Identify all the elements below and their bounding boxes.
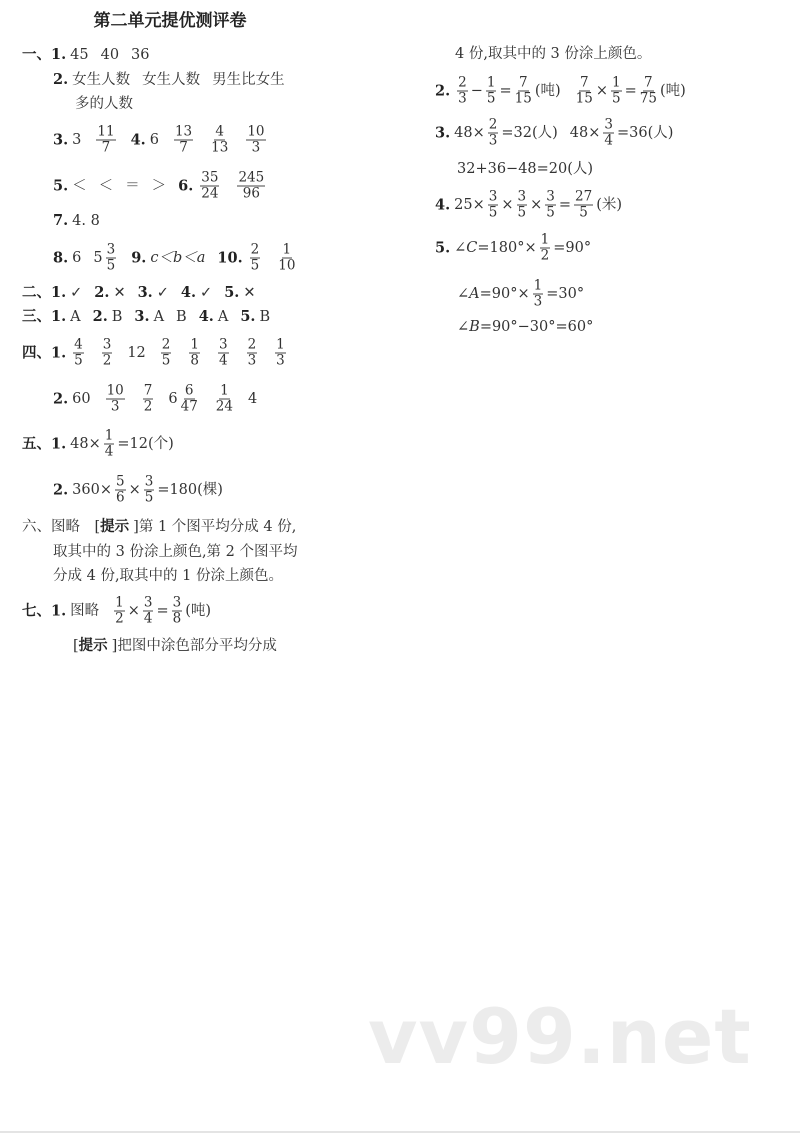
denominator: 10 <box>278 257 296 274</box>
answer-text: 女生人数 <box>142 72 201 88</box>
denominator: 8 <box>190 352 199 369</box>
answer-text: 男生比女生 <box>212 72 285 88</box>
numerator: 1 <box>533 277 543 294</box>
answer-label: 2. <box>94 284 110 301</box>
denominator: 5 <box>488 204 498 221</box>
answer-text: =32(人) <box>501 125 558 141</box>
fraction <box>540 233 551 264</box>
answer-line <box>22 307 270 327</box>
answer-text: (吨) <box>659 83 686 99</box>
denominator: 2 <box>115 610 124 627</box>
answer-line <box>435 190 622 221</box>
answer-label: 2. <box>92 308 108 325</box>
denominator: 7 <box>179 139 188 156</box>
fraction <box>246 125 265 156</box>
denominator: 3 <box>110 398 120 415</box>
answer-text: = <box>624 83 637 99</box>
denominator: 15 <box>575 90 593 107</box>
answer-text: =90°−30°=60° <box>479 319 594 335</box>
numerator: 2 <box>488 116 498 133</box>
answer-text: (吨) <box>534 83 561 99</box>
fraction <box>144 475 155 506</box>
answer-text: 多的人数 <box>75 96 133 112</box>
fraction <box>102 338 113 369</box>
numerator: 7 <box>143 382 153 399</box>
answer-text: [ <box>73 638 79 654</box>
fraction <box>488 190 499 221</box>
answer-text: A <box>153 309 165 325</box>
answer-text: 25× <box>454 197 485 213</box>
numerator: 1 <box>190 336 199 353</box>
answer-line <box>53 125 269 156</box>
answer-text: 48× <box>70 436 101 452</box>
denominator: 5 <box>546 204 555 221</box>
fraction <box>275 338 286 369</box>
answer-text: B <box>176 309 187 325</box>
answer-text: A <box>217 309 229 325</box>
answer-text: 6 <box>149 132 159 148</box>
answer-text: B <box>111 309 123 325</box>
answer-line <box>455 44 651 64</box>
fraction <box>106 384 125 415</box>
denominator: 5 <box>74 352 83 369</box>
numerator: 3 <box>102 336 112 353</box>
fraction <box>172 596 183 627</box>
denominator: 7 <box>101 139 111 156</box>
answer-label: 7. <box>53 212 69 229</box>
answer-text: ✓ <box>156 285 169 301</box>
answer-line <box>22 429 174 460</box>
answer-label: 2. <box>53 390 69 407</box>
answer-label: 二、1. <box>22 284 67 301</box>
answer-line <box>435 76 686 107</box>
answer-label: 四、1. <box>22 344 67 361</box>
answer-text: 48× <box>454 125 485 141</box>
fraction <box>640 76 657 107</box>
answer-label: 3. <box>53 131 69 148</box>
fraction <box>247 338 258 369</box>
answer-label: 8. <box>53 249 69 266</box>
math-variable: B <box>469 319 480 335</box>
numerator: 2 <box>161 336 171 353</box>
answer-text: ∠ <box>457 286 470 302</box>
fraction <box>250 243 261 274</box>
numerator: 1 <box>612 74 621 91</box>
fraction <box>576 76 593 107</box>
numerator: 3 <box>172 594 182 611</box>
denominator: 4 <box>218 352 228 369</box>
answer-line <box>457 317 593 337</box>
denominator: 4 <box>104 443 114 460</box>
fraction <box>211 125 228 156</box>
numerator: 3 <box>144 473 154 490</box>
denominator: 3 <box>247 352 257 369</box>
answer-label: 5. <box>53 177 69 194</box>
fraction <box>161 338 172 369</box>
numerator: 27 <box>575 188 593 205</box>
answer-text: 6 <box>168 391 178 407</box>
numerator: 13 <box>174 123 193 140</box>
fraction <box>237 171 265 202</box>
answer-line <box>53 475 223 506</box>
answer-text: = <box>558 197 571 213</box>
denominator: 96 <box>242 185 260 202</box>
answer-label: 提示 <box>100 518 130 535</box>
numerator: 1 <box>282 241 292 258</box>
answer-text: =180(棵) <box>157 482 223 498</box>
numerator: 3 <box>517 188 527 205</box>
answer-text: − <box>470 83 483 99</box>
numerator: 6 <box>184 382 194 399</box>
answer-text: ✕ <box>243 285 256 301</box>
answer-label: 2. <box>53 71 69 88</box>
fraction <box>603 118 614 149</box>
fraction <box>278 243 295 274</box>
numerator: 3 <box>106 241 116 258</box>
answer-text: 40 <box>100 47 120 63</box>
answer-line <box>435 233 591 264</box>
numerator: 3 <box>488 188 498 205</box>
answer-line <box>22 517 296 537</box>
answer-line <box>53 171 268 202</box>
fraction <box>96 125 115 156</box>
answer-line <box>53 384 257 415</box>
numerator: 1 <box>540 231 550 248</box>
answer-label: 五、1. <box>22 435 67 452</box>
answer-line <box>22 45 150 65</box>
numerator: 10 <box>106 382 124 399</box>
answer-text: =90° <box>553 240 592 256</box>
fraction <box>143 596 154 627</box>
answer-text: 12 <box>127 345 146 361</box>
numerator: 7 <box>579 74 589 91</box>
answer-text: ＜ <box>98 178 114 194</box>
answer-text: 60 <box>72 391 91 407</box>
numerator: 245 <box>238 169 265 186</box>
fraction <box>115 475 126 506</box>
answer-label: 提示 <box>78 637 108 654</box>
answer-line <box>53 566 283 586</box>
answer-text: (吨) <box>185 603 212 619</box>
denominator: 5 <box>612 90 621 107</box>
answer-text: × <box>595 83 608 99</box>
answer-line <box>73 636 277 656</box>
denominator: 3 <box>533 293 543 310</box>
numerator: 3 <box>143 594 153 611</box>
denominator: 2 <box>540 247 550 264</box>
answer-line <box>53 211 100 231</box>
fraction <box>515 76 532 107</box>
answer-text: = <box>156 603 169 619</box>
denominator: 5 <box>144 489 154 506</box>
answer-text: 六、图略 [ <box>22 519 101 535</box>
math-variable: A <box>469 286 480 302</box>
denominator: 2 <box>143 398 153 415</box>
answer-text: =36(人) <box>616 125 674 141</box>
numerator: 1 <box>220 382 229 399</box>
answer-text: 女生人数 <box>72 72 131 88</box>
fraction <box>488 118 499 149</box>
answer-text: 36 <box>131 47 150 63</box>
numerator: 2 <box>247 336 257 353</box>
fraction <box>200 171 219 202</box>
answer-label: 2. <box>435 82 451 99</box>
answer-text: 取其中的 3 份涂上颜色,第 2 个图平均 <box>53 544 298 560</box>
answer-line <box>457 279 584 310</box>
math-variable: c＜b＜a <box>150 250 206 266</box>
answer-label: 5. <box>224 284 240 301</box>
denominator: 47 <box>180 398 198 415</box>
denominator: 6 <box>115 489 125 506</box>
answer-text: ✕ <box>113 285 126 301</box>
answer-text: B <box>259 309 271 325</box>
numerator: 3 <box>546 188 555 205</box>
answer-text: =180°× <box>477 240 537 256</box>
numerator: 1 <box>104 427 114 444</box>
answer-line <box>75 94 133 114</box>
fraction <box>218 338 229 369</box>
denominator: 3 <box>251 139 261 156</box>
answer-line <box>435 118 673 149</box>
answer-text: =12(个) <box>117 436 174 452</box>
numerator: 1 <box>115 594 124 611</box>
fraction <box>486 76 497 107</box>
fraction <box>216 384 233 415</box>
answer-text: (米) <box>596 197 623 213</box>
answer-text: × <box>530 197 543 213</box>
answer-label: 2. <box>53 481 69 498</box>
fraction <box>181 384 198 415</box>
answer-text: × <box>128 482 141 498</box>
answer-text: 5 <box>93 250 103 266</box>
answer-text: =90°× <box>479 286 530 302</box>
answer-text: ]第 1 个图平均分成 4 份, <box>133 519 297 535</box>
answer-text: ✓ <box>70 285 83 301</box>
answer-text: ∠ <box>457 319 470 335</box>
answer-label: 3. <box>435 124 451 141</box>
answer-label: 4. <box>435 196 451 213</box>
fraction <box>457 76 468 107</box>
math-variable: C <box>466 240 478 256</box>
page-bottom-divider <box>0 1131 800 1133</box>
answer-label: 七、1. <box>22 602 67 619</box>
answer-text: ]把图中涂色部分平均分成 <box>111 638 277 654</box>
page-title: 第二单元提优测评卷 <box>93 11 247 31</box>
answer-text: ＝ <box>125 178 140 194</box>
answer-text: 360× <box>72 482 112 498</box>
answer-text: 4 份,取其中的 3 份涂上颜色。 <box>455 46 652 62</box>
denominator: 2 <box>102 352 112 369</box>
fraction <box>574 190 593 221</box>
answer-line <box>53 243 298 274</box>
numerator: 3 <box>218 336 228 353</box>
numerator: 35 <box>201 169 219 186</box>
fraction <box>533 279 544 310</box>
denominator: 5 <box>579 204 588 221</box>
answer-line <box>22 283 255 303</box>
answer-text: × <box>501 197 514 213</box>
fraction <box>545 190 556 221</box>
answer-line <box>457 159 593 179</box>
denominator: 8 <box>172 610 182 627</box>
numerator: 3 <box>604 116 613 133</box>
numerator: 5 <box>115 473 125 490</box>
fraction <box>104 429 115 460</box>
answer-label: 4. <box>198 308 214 325</box>
denominator: 3 <box>458 90 467 107</box>
answer-text: ＞ <box>151 178 167 194</box>
numerator: 2 <box>250 241 260 258</box>
answer-label: 10. <box>217 249 243 266</box>
answer-text: 32+36−48=20(人) <box>457 161 594 177</box>
denominator: 5 <box>250 257 260 274</box>
watermark: vv99.net <box>368 992 752 1081</box>
answer-label: 6. <box>178 177 194 194</box>
answer-text: 3 <box>72 132 82 148</box>
answer-text: =30° <box>546 286 585 302</box>
numerator: 1 <box>486 74 496 91</box>
answer-line <box>22 596 211 627</box>
numerator: 4 <box>215 123 225 140</box>
answer-text: 分成 4 份,取其中的 1 份涂上颜色。 <box>53 568 283 584</box>
answer-label: 一、1. <box>22 46 67 63</box>
answer-label: 9. <box>131 249 147 266</box>
numerator: 10 <box>247 123 265 140</box>
answer-text: ∠ <box>454 240 467 256</box>
fraction <box>73 338 84 369</box>
answer-label: 5. <box>240 308 256 325</box>
denominator: 24 <box>215 398 233 415</box>
answer-text: 4 <box>247 391 258 407</box>
answer-text: = <box>499 83 512 99</box>
answer-text: 4. 8 <box>72 213 100 229</box>
fraction <box>611 76 622 107</box>
answer-text: 6 <box>72 250 82 266</box>
denominator: 4 <box>604 132 613 149</box>
denominator: 3 <box>276 352 285 369</box>
denominator: 15 <box>514 90 532 107</box>
denominator: 13 <box>211 139 229 156</box>
numerator: 11 <box>97 123 115 140</box>
denominator: 5 <box>486 90 496 107</box>
denominator: 5 <box>106 257 116 274</box>
numerator: 2 <box>458 74 467 91</box>
answer-label: 3. <box>134 308 150 325</box>
answer-text: × <box>127 603 140 619</box>
numerator: 4 <box>74 336 83 353</box>
answer-line <box>53 70 285 90</box>
denominator: 5 <box>517 204 527 221</box>
numerator: 7 <box>518 74 528 91</box>
answer-text: 图略 <box>70 603 100 619</box>
fraction <box>517 190 528 221</box>
fraction <box>189 338 200 369</box>
fraction <box>143 384 154 415</box>
answer-text: 45 <box>70 47 89 63</box>
denominator: 75 <box>639 90 657 107</box>
fraction <box>174 125 193 156</box>
answer-label: 4. <box>180 284 197 301</box>
answer-text: A <box>70 309 81 325</box>
answer-label: 3. <box>137 284 153 301</box>
answer-text: ＜ <box>72 178 87 194</box>
answer-text: ✓ <box>200 285 213 301</box>
denominator: 3 <box>488 132 498 149</box>
answer-line <box>53 542 298 562</box>
fraction <box>114 596 125 627</box>
fraction <box>106 243 117 274</box>
denominator: 5 <box>161 352 171 369</box>
answer-label: 5. <box>435 239 451 256</box>
denominator: 4 <box>143 610 153 627</box>
answer-label: 三、1. <box>22 308 67 325</box>
answer-text: 48× <box>569 125 601 141</box>
numerator: 1 <box>276 336 285 353</box>
answer-line <box>22 338 289 369</box>
denominator: 24 <box>201 185 219 202</box>
answer-label: 4. <box>130 131 146 148</box>
numerator: 7 <box>644 74 653 91</box>
